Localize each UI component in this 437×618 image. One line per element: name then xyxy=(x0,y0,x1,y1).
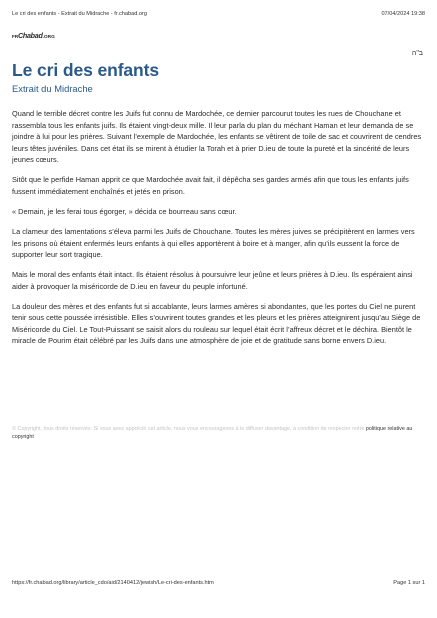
print-header-datetime: 07/04/2024 19:38 xyxy=(381,11,425,17)
print-header xyxy=(12,11,425,21)
site-logo[interactable] xyxy=(12,31,55,41)
article-body xyxy=(12,108,426,355)
logo-brand: Chabad xyxy=(18,31,43,40)
hebrew-mark: ב"ה xyxy=(411,50,423,57)
article-paragraph: Mais le moral des enfants était intact. Ils étaient résolus à poursuivre leur jeûne et leurs prières à D.ieu. Ils espéraient ainsi aider à provoquer la miséricorde de D.ieu en faveur du peuple infortuné. xyxy=(12,270,413,291)
print-footer xyxy=(12,580,425,590)
copyright-notice xyxy=(12,425,424,442)
article-paragraph: Quand le terrible décret contre les Juifs fut connu de Mardochée, ce dernier parcourut toutes les rues de Chouchane et rassembla tous les enfants juifs. Ils étaient vingt-deux mille. Il leur parla du plan du méchant Haman et leur demanda de se joindre à lui pour les prières. Suivant l’exemple de Mardochée, les enfants se vêtirent de toile de sac et couvrirent de cendres leurs têtes juvéniles. Dans cet état ils se mirent à étudier la Torah et à prier D.ieu de toute la pureté et la sincérité de leurs jeunes cœurs. xyxy=(12,109,422,165)
article-title: Le cri des enfants xyxy=(12,60,160,80)
article-subtitle: Extrait du Midrache xyxy=(12,83,93,94)
article-paragraph: La clameur des lamentations s’éleva parmi les Juifs de Chouchane. Toutes les mères juives se précipitèrent en larmes vers les prisons où étaient enfermés leurs enfants à qui elles apportèrent à boire et à manger, afin qu’ils eussent la force de supporter leur sort tragique. xyxy=(12,226,415,260)
copyright-policy-link[interactable]: politique relative au copyright xyxy=(12,426,413,441)
print-header-title: Le cri des enfants - Extrait du Midrache - fr.chabad.org xyxy=(12,11,147,17)
article-paragraph: La douleur des mères et des enfants fut si accablante, leurs larmes amères si abondantes, que les portes du Ciel ne purent tenir sous cette poussée irrésistible. Elles s’ouvrirent toutes grandes et les pleurs et les prières atteignirent jusqu’au Siège de Miséricorde du Ciel. Le Tout-Puissant se saisit alors du rouleau sur lequel était écrit l’affreux décret et le déchira. Bientôt le miracle de Pourim était célébré par les Juifs dans une atmosphère de joie et de gratitude sans borne envers D.ieu. xyxy=(12,301,421,346)
article-paragraph: Sitôt que le perfide Haman apprit ce que Mardochée avait fait, il dépêcha ses gardes armés afin que tous les enfants juifs fussent immédiatement enchaînés et jetés en prison. xyxy=(12,175,409,196)
print-footer-page: Page 1 sur 1 xyxy=(393,580,425,586)
logo-prefix: FR xyxy=(12,35,18,40)
print-footer-url: https://fr.chabad.org/library/article_cdo/aid/2140412/jewish/Le-cri-des-enfants.htm xyxy=(12,580,214,586)
copyright-text: © Copyright, tous droits réservés. Si vous avez apprécié cet article, nous vous encourageons à le diffuser davantage, à condition de respecter notre xyxy=(12,426,366,432)
logo-suffix: .ORG xyxy=(42,35,55,40)
article-paragraph: « Demain, je les ferai tous égorger, » décida ce bourreau sans cœur. xyxy=(12,206,237,216)
